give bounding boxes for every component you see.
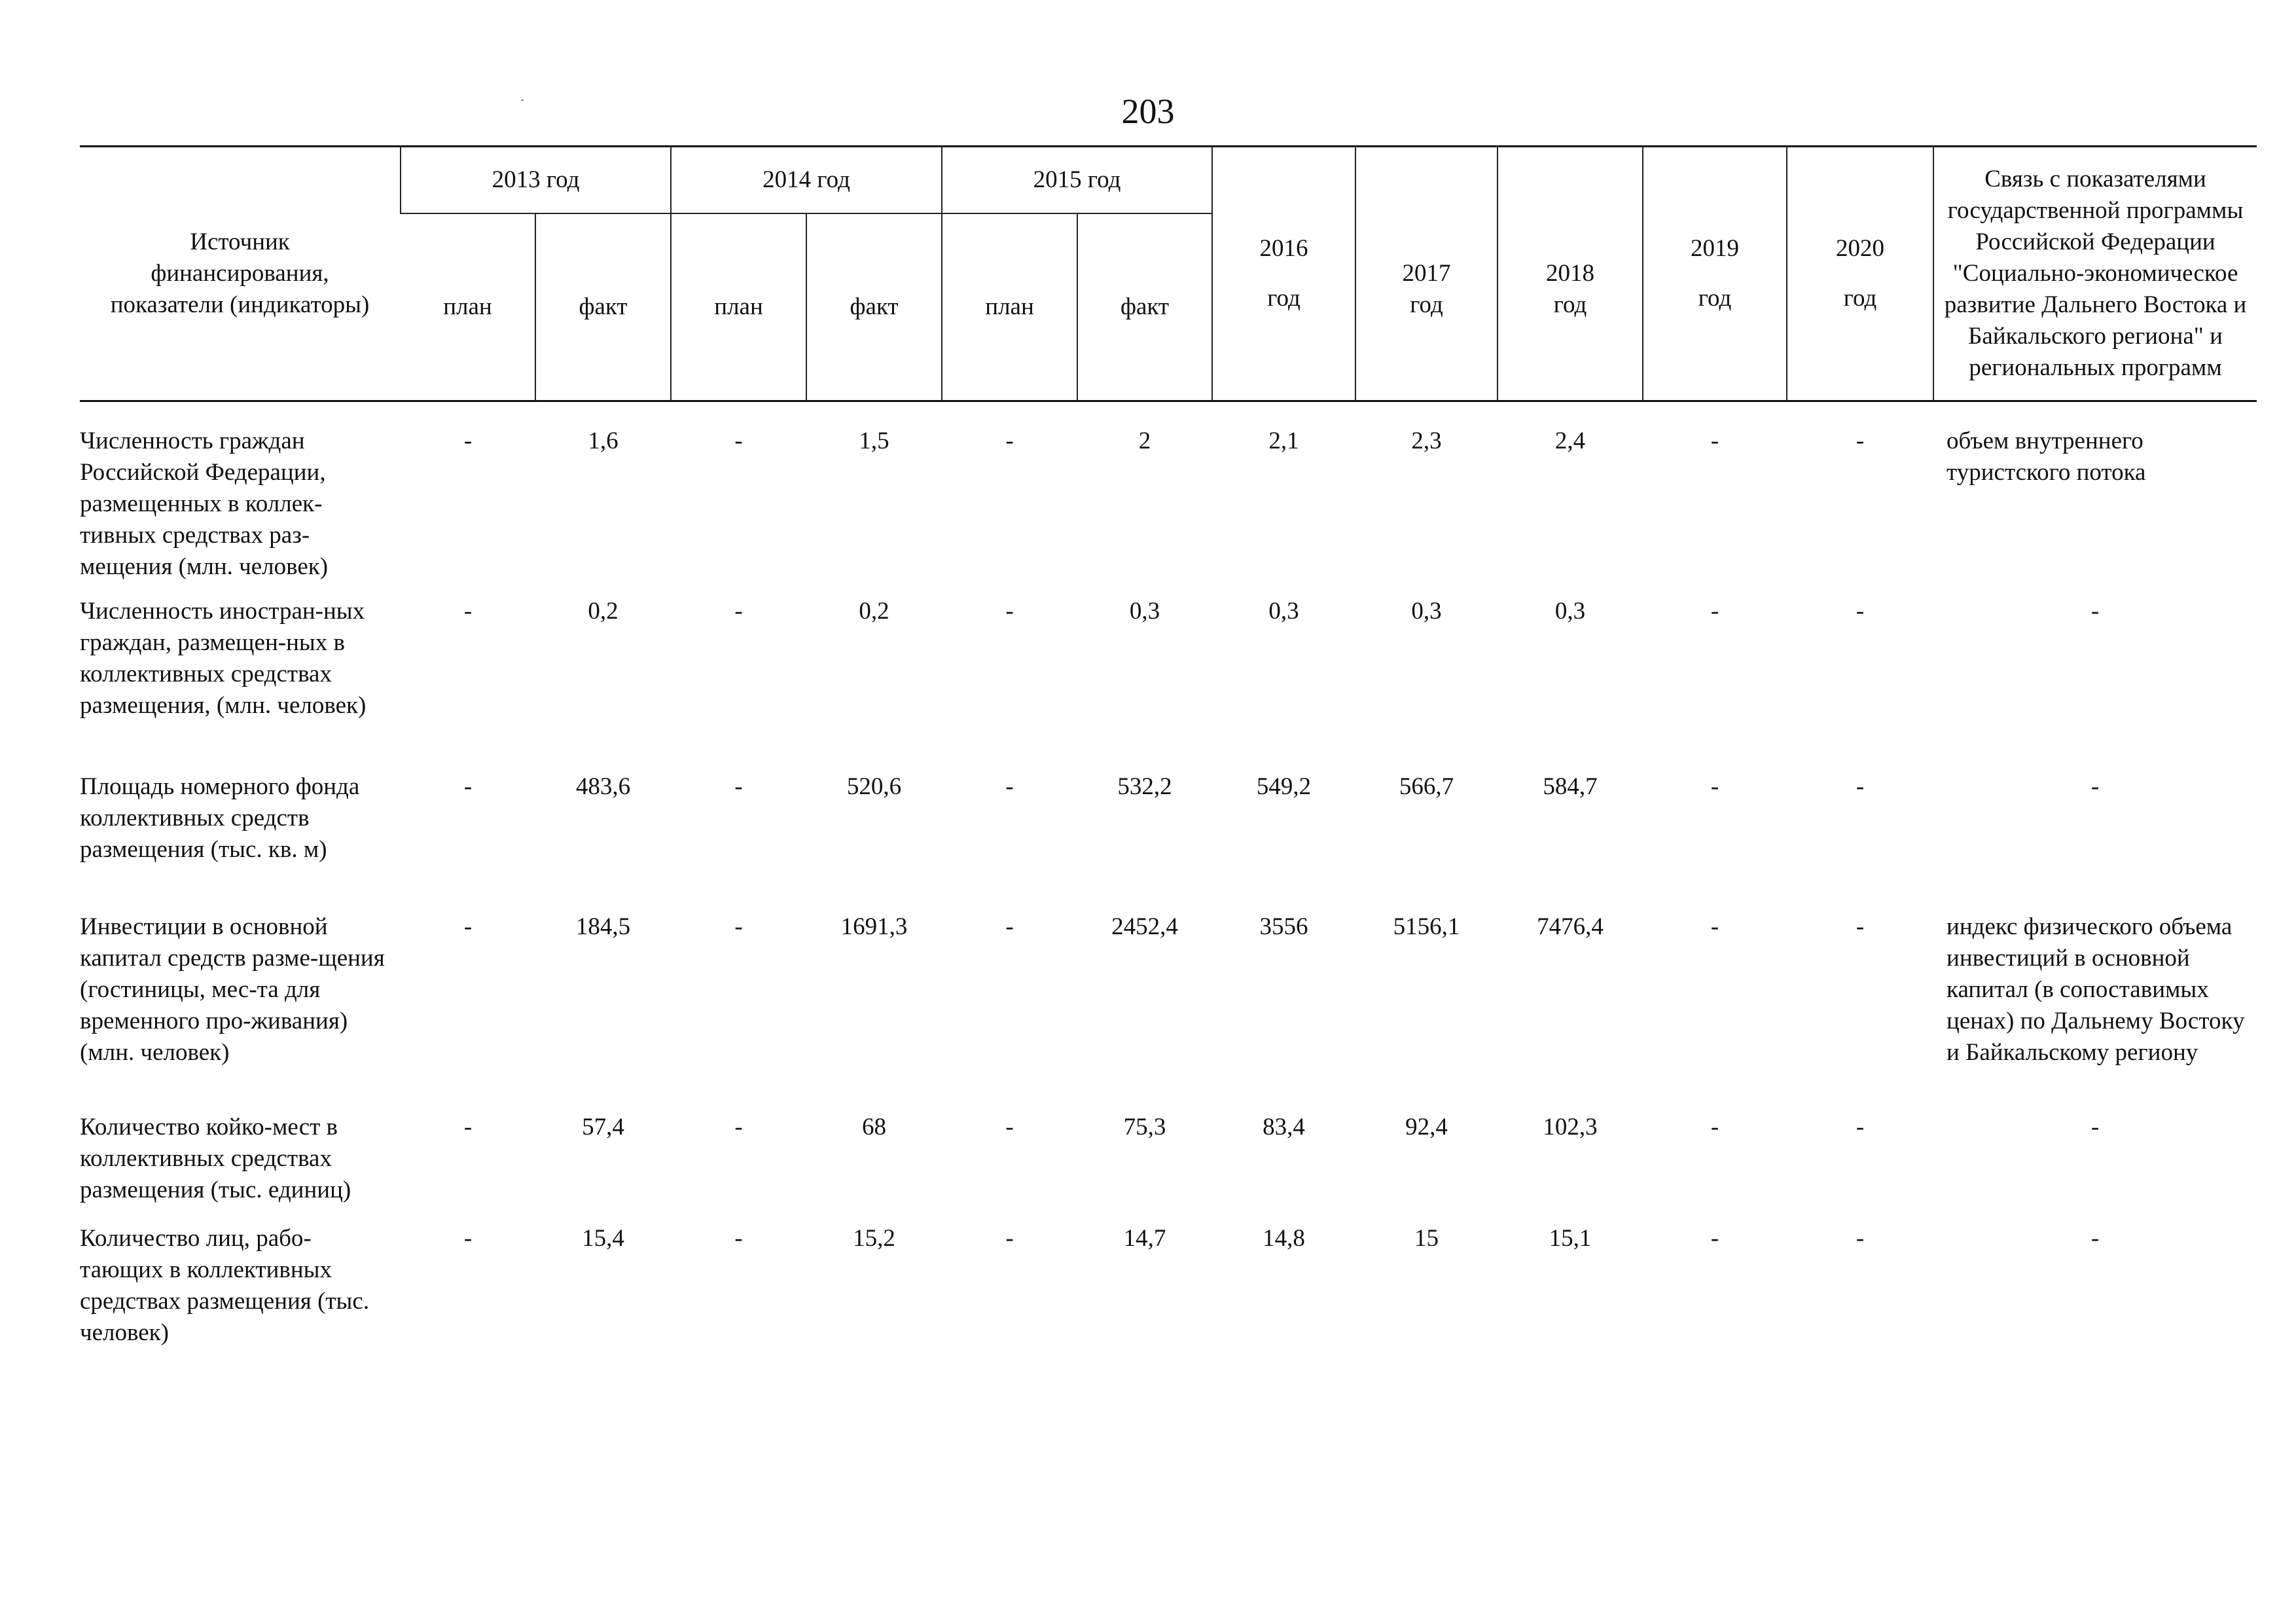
table-row [80,426,2257,596]
value-cell: - [463,428,473,454]
value-cell: 483,6 [575,773,631,800]
value-cell: 83,4 [1263,1114,1305,1140]
value-cell: 15,1 [1549,1225,1592,1252]
value-cell: 14,8 [1263,1225,1305,1252]
value-cell: 520,6 [846,773,902,800]
table-row [80,911,2257,1112]
value-cell: 0,2 [859,598,889,625]
value-cell: 68 [862,1114,887,1140]
year-number: 2019 [1691,235,1740,262]
value-cell: - [1710,428,1719,454]
value-cell: 2,3 [1411,428,1442,454]
program-link-cell: - [2090,773,2100,800]
value-cell: - [1005,913,1014,940]
value-cell: 7476,4 [1537,913,1604,940]
year-suffix: год [1553,291,1587,318]
value-cell: - [1710,1225,1719,1252]
table-body [80,401,2257,1368]
value-cell: - [463,773,473,800]
value-cell: - [1856,913,1865,940]
value-cell: - [734,1114,743,1140]
value-cell: - [1005,1114,1014,1140]
value-cell: 57,4 [582,1114,624,1140]
value-cell: - [1005,598,1014,625]
year-header-2018 [1498,147,1643,401]
value-cell: 3556 [1259,913,1308,940]
indicator-name: Площадь номерного фонда коллективных средств размещения (тыс. кв. м) [80,773,360,863]
value-cell: - [1005,773,1014,800]
year-group-2014: 2014 год [671,147,942,214]
value-cell: 532,2 [1117,773,1172,800]
fact-2013-header: факт [535,213,671,401]
value-cell: 102,3 [1543,1114,1598,1140]
value-cell: - [1856,1225,1865,1252]
value-cell: - [1710,773,1719,800]
value-cell: - [463,1225,473,1252]
value-cell: 5156,1 [1393,913,1460,940]
value-cell: - [1856,773,1865,800]
value-cell: - [734,773,743,800]
value-cell: - [463,598,473,625]
value-cell: - [1856,598,1865,625]
value-cell: - [734,913,743,940]
value-cell: - [734,428,743,454]
value-cell: - [1710,913,1719,940]
value-cell: 0,2 [588,598,619,625]
program-link-cell: - [2090,1225,2100,1252]
indicator-name: Численность иностран-ных граждан, размещен-ных в коллективных средствах размещения, (млн. человек) [80,598,367,719]
indicator-name: Численность граждан Российской Федерации, размещенных в коллек-тивных средствах раз-мещения (млн. человек) [80,428,329,580]
program-link-cell: индекс физического объема инвестиций в основной капитал (в сопоставимых ценах) по Дальнему Востоку и Байкальскому региону [1946,913,2245,1066]
indicator-name: Инвестиции в основной капитал средств разме-щения (гостиницы, мес-та для временного про-живания) (млн. человек) [80,913,385,1066]
value-cell: 0,3 [1554,598,1586,625]
year-suffix: год [1843,285,1877,312]
program-link-cell: объем внутреннего туристского потока [1946,428,2146,486]
value-cell: 2,4 [1554,428,1586,454]
year-group-2015: 2015 год [942,147,1212,214]
year-number: 2016 [1259,235,1308,262]
fact-2015-header: факт [1077,213,1212,401]
value-cell: - [1856,428,1865,454]
year-group-2013: 2013 год [401,147,671,214]
value-cell: 75,3 [1123,1114,1166,1140]
value-cell: 1,5 [859,428,889,454]
value-cell: - [1710,598,1719,625]
year-number: 2020 [1836,235,1885,262]
plan-2015-header: план [942,213,1077,401]
value-cell: 92,4 [1405,1114,1448,1140]
value-cell: - [463,1114,473,1140]
table-row [80,1112,2257,1223]
year-header-2016 [1212,147,1355,401]
value-cell: 15 [1414,1225,1439,1252]
year-suffix: год [1410,291,1443,318]
value-cell: - [1005,1225,1014,1252]
year-suffix: год [1267,285,1300,312]
year-header-2019 [1643,147,1787,401]
value-cell: 0,3 [1129,598,1160,625]
value-cell: 1,6 [588,428,619,454]
value-cell: 2452,4 [1111,913,1178,940]
indicator-name: Количество койко-мест в коллективных средствах размещения (тыс. единиц) [80,1114,351,1203]
indicators-table [80,145,2257,1367]
table-row [80,596,2257,771]
table-row [80,771,2257,911]
table-header [80,147,2257,401]
program-link-cell: - [2090,1114,2100,1140]
program-link-cell: - [2090,598,2100,625]
year-header-2017 [1355,147,1498,401]
indicator-name: Количество лиц, рабо-тающих в коллективных средствах размещения (тыс. человек) [80,1225,370,1346]
plan-2014-header: план [671,213,806,401]
plan-2013-header: план [401,213,535,401]
value-cell: 14,7 [1123,1225,1166,1252]
value-cell: 0,3 [1411,598,1442,625]
value-cell: - [463,913,473,940]
source-column-header: Источник финансирования, показатели (индикаторы) [80,147,401,401]
value-cell: 15,2 [853,1225,895,1252]
value-cell: 0,3 [1268,598,1299,625]
fact-2014-header: факт [806,213,942,401]
page-number: 203 [1121,92,1175,131]
value-cell: 2 [1138,428,1151,454]
value-cell: 1691,3 [840,913,908,940]
value-cell: 549,2 [1256,773,1312,800]
year-suffix: год [1698,285,1732,312]
value-cell: 15,4 [582,1225,624,1252]
value-cell: - [1856,1114,1865,1140]
value-cell: 2,1 [1268,428,1299,454]
program-link-column-header: Связь с показателями государственной программы Российской Федерации "Социально-экономическое развитие Дальнего Востока и Байкальского региона" и региональных программ [1933,147,2257,401]
value-cell: - [1710,1114,1719,1140]
value-cell: - [1005,428,1014,454]
year-number: 2018 [1546,260,1595,287]
value-cell: 184,5 [575,913,631,940]
year-number: 2017 [1402,260,1451,287]
value-cell: 566,7 [1399,773,1454,800]
scan-mark [521,100,524,101]
value-cell: - [734,1225,743,1252]
table-row [80,1223,2257,1367]
value-cell: 584,7 [1543,773,1598,800]
year-header-2020 [1787,147,1933,401]
value-cell: - [734,598,743,625]
